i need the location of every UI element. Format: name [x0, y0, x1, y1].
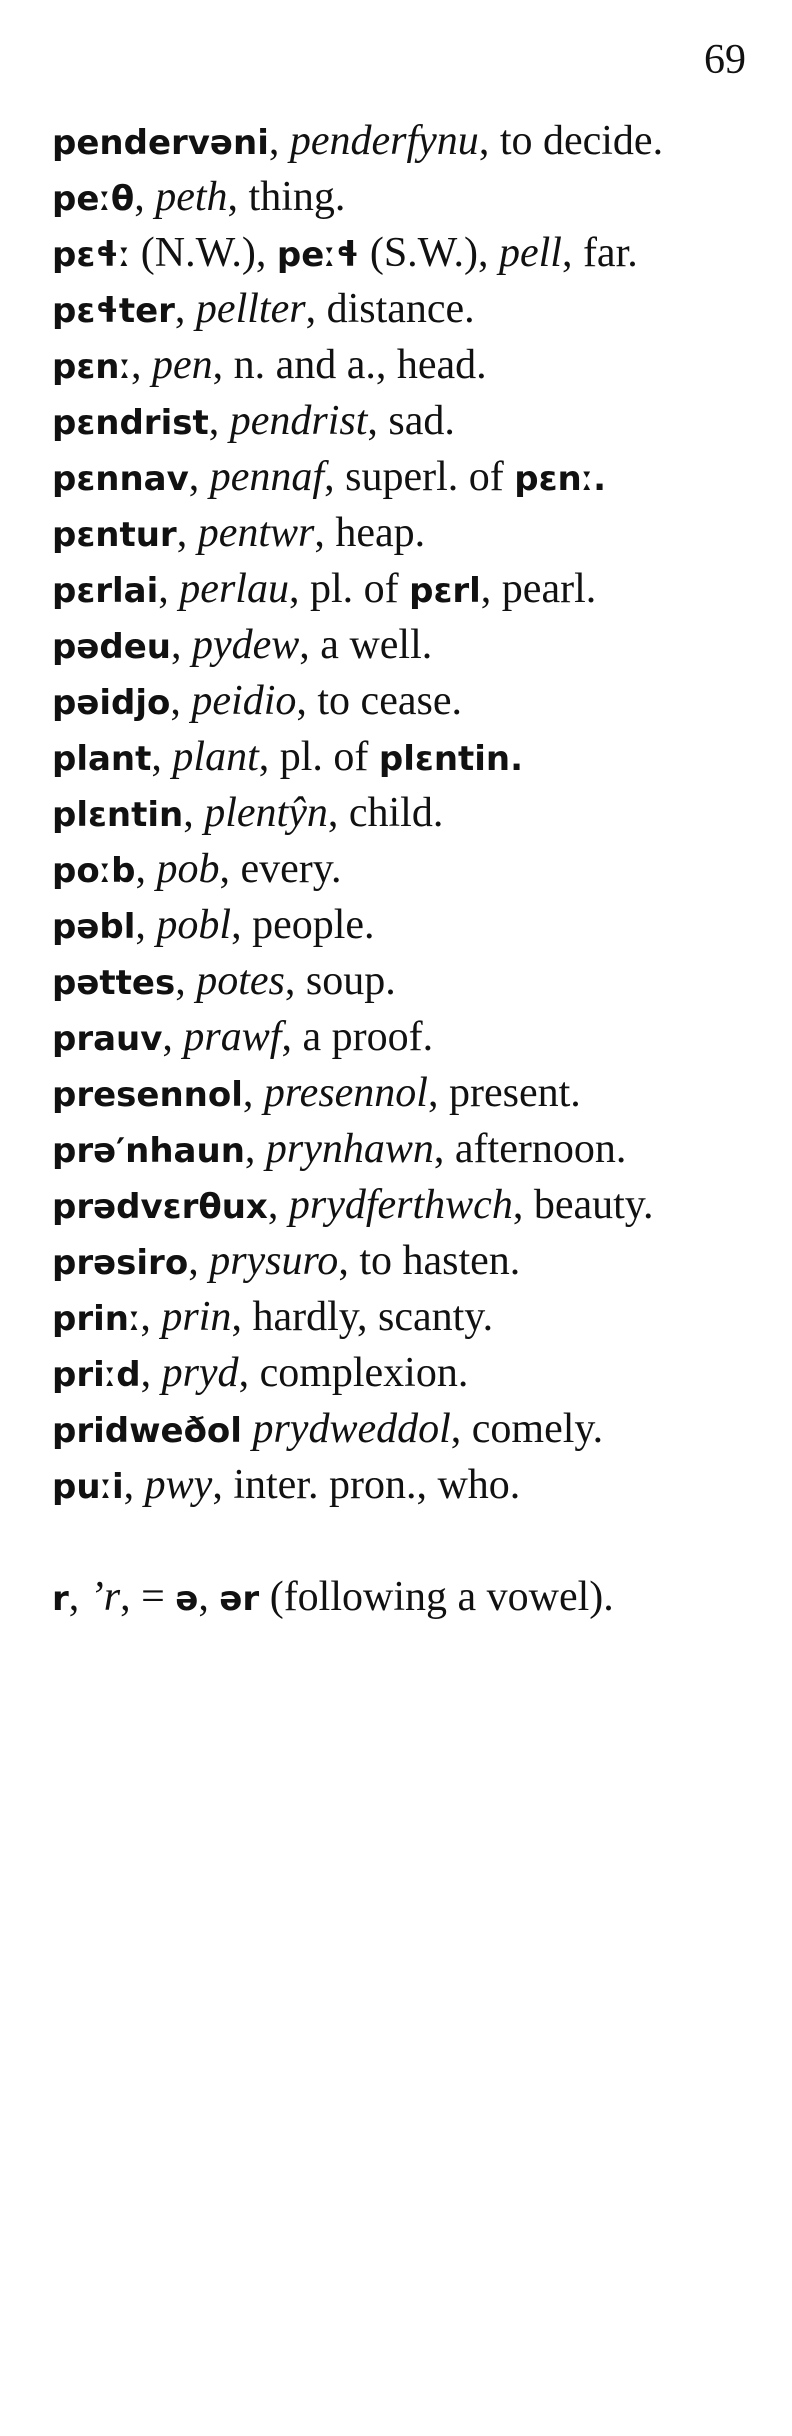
welsh-spelling: plant [172, 734, 259, 780]
dictionary-entry: pəidjo, peidio, to cease. [52, 678, 462, 724]
dictionary-entry: poːb, pob, every. [52, 846, 342, 892]
welsh-spelling: pennaf [209, 454, 325, 500]
dictionary-entry: prauv, prawf, a proof. [52, 1014, 434, 1060]
definition: thing. [248, 174, 346, 220]
dictionary-entry: pendervəni, penderfynu, to decide. [52, 118, 664, 164]
headword: puːi [52, 1467, 124, 1507]
definition: afternoon. [454, 1126, 627, 1172]
definition: to cease. [317, 678, 462, 724]
definition: to hasten. [359, 1238, 521, 1284]
headword: prəsiro [52, 1243, 189, 1283]
welsh-spelling: pellter [195, 286, 306, 332]
headword: r [52, 1579, 69, 1619]
dictionary-entry: pəbl, pobl, people. [52, 902, 375, 948]
dictionary-entry: pɛnː, pen, n. and a., head. [52, 342, 487, 388]
dictionary-entry: pəttes, potes, soup. [52, 958, 396, 1004]
headword-reference: pɛnː. [514, 459, 607, 499]
welsh-spelling: prawf [183, 1014, 282, 1060]
headword: prədvɛrθux [52, 1187, 268, 1227]
headword: poːb [52, 851, 136, 891]
headword: pəttes [52, 963, 176, 1003]
headword: pɛɬter [52, 291, 175, 331]
definition: comely. [471, 1406, 604, 1452]
welsh-spelling: pentwr [197, 510, 315, 556]
headword-variant: ə [175, 1579, 199, 1619]
headword: peːθ [52, 179, 135, 219]
definition: hardly, scanty. [252, 1294, 494, 1340]
headword: pəidjo [52, 683, 171, 723]
welsh-spelling: peth [155, 174, 228, 220]
definition: (following a vowel). [269, 1574, 614, 1620]
welsh-spelling: plentŷn [204, 790, 328, 836]
headword-variant: ər [219, 1579, 260, 1619]
definition: every. [240, 846, 342, 892]
welsh-spelling: pryd [161, 1350, 239, 1396]
dictionary-entry: pridweðol prydweddol, comely. [52, 1406, 604, 1452]
dictionary-entry: prədvɛrθux, prydferthwch, beauty. [52, 1182, 654, 1228]
definition: superl. of [345, 454, 504, 500]
welsh-spelling: prin [161, 1294, 232, 1340]
definition: complexion. [259, 1350, 469, 1396]
dictionary-entry: plant, plant, pl. of plɛntin. [52, 734, 524, 780]
dictionary-entry: plɛntin, plentŷn, child. [52, 790, 444, 836]
dictionary-entry: presennol, presennol, present. [52, 1070, 581, 1116]
headword-variant: peːɬ [276, 235, 360, 275]
definition: a well. [320, 622, 433, 668]
dialect-note: (N.W.), [130, 230, 277, 276]
dictionary-entry: puːi, pwy, inter. pron., who. [52, 1462, 521, 1508]
headword: pɛntur [52, 515, 177, 555]
dictionary-entry: pɛndrist, pendrist, sad. [52, 398, 455, 444]
headword-reference: plɛntin. [378, 739, 524, 779]
headword: pridweðol [52, 1411, 242, 1451]
page-number: 69 [704, 37, 746, 83]
headword: prə′nhaun [52, 1131, 245, 1171]
definition: far. [582, 230, 638, 276]
dictionary-entry: prəsiro, prysuro, to hasten. [52, 1238, 521, 1284]
dictionary-entry: prə′nhaun, prynhawn, afternoon. [52, 1126, 627, 1172]
equals-sign: = [130, 1574, 176, 1620]
headword: prinː [52, 1299, 141, 1339]
dictionary-entry: pɛnnav, pennaf, superl. of pɛnː. [52, 454, 607, 500]
headword: pendervəni [52, 123, 269, 163]
welsh-spelling: penderfynu [289, 118, 479, 164]
definition-tail: pearl. [501, 566, 597, 612]
section-gap [52, 1514, 754, 1570]
definition: heap. [335, 510, 426, 556]
definition: pl. of [279, 734, 369, 780]
dictionary-entry: prinː, prin, hardly, scanty. [52, 1294, 494, 1340]
welsh-spelling: prydferthwch [288, 1182, 513, 1228]
definition: beauty. [533, 1182, 654, 1228]
dictionary-entry: peːθ, peth, thing. [52, 174, 346, 220]
dictionary-entry: pɛɬː (N.W.), peːɬ (S.W.), pell, far. [52, 230, 638, 276]
headword: pɛndrist [52, 403, 209, 443]
welsh-spelling: pen [151, 342, 213, 388]
dialect-note: (S.W.), [359, 230, 499, 276]
dictionary-entry: priːd, pryd, complexion. [52, 1350, 469, 1396]
definition: soup. [305, 958, 396, 1004]
dictionary-entry: pɛɬter, pellter, distance. [52, 286, 475, 332]
headword: pəbl [52, 907, 136, 947]
dictionary-entry: pɛrlai, perlau, pl. of pɛrl, pearl. [52, 566, 597, 612]
definition: child. [348, 790, 444, 836]
dictionary-entry: pədeu, pydew, a well. [52, 622, 433, 668]
welsh-spelling: perlau [179, 566, 289, 612]
headword: plant [52, 739, 152, 779]
welsh-spelling: pell [498, 230, 562, 276]
definition: inter. pron., who. [233, 1462, 521, 1508]
entry-list [52, 114, 754, 1626]
headword: pɛɬː [52, 235, 131, 275]
headword-reference: pɛrl [409, 571, 481, 611]
welsh-spelling: potes [196, 958, 285, 1004]
welsh-spelling: prydweddol [252, 1406, 451, 1452]
welsh-spelling: pob [156, 846, 220, 892]
definition: n. and a., head. [233, 342, 487, 388]
welsh-spelling: presennol [263, 1070, 428, 1116]
headword: presennol [52, 1075, 243, 1115]
welsh-spelling: pendrist [229, 398, 368, 444]
headword: pɛnː [52, 347, 131, 387]
headword: pədeu [52, 627, 171, 667]
headword: pɛrlai [52, 571, 159, 611]
dictionary-entry: pɛntur, pentwr, heap. [52, 510, 426, 556]
welsh-spelling: pwy [144, 1462, 213, 1508]
dictionary-entry: r, ’r, = ə, ər (following a vowel). [52, 1574, 614, 1620]
definition: sad. [388, 398, 455, 444]
definition: to decide. [499, 118, 664, 164]
definition: present. [448, 1070, 581, 1116]
definition: pl. of [309, 566, 399, 612]
headword: priːd [52, 1355, 141, 1395]
welsh-spelling: pydew [192, 622, 300, 668]
definition: distance. [326, 286, 475, 332]
definition: a proof. [302, 1014, 434, 1060]
welsh-spelling: prysuro [209, 1238, 339, 1284]
welsh-spelling: pobl [156, 902, 232, 948]
headword: plɛntin [52, 795, 184, 835]
headword: pɛnnav [52, 459, 189, 499]
headword: prauv [52, 1019, 163, 1059]
welsh-spelling: ’r [89, 1574, 121, 1620]
welsh-spelling: peidio [191, 678, 297, 724]
welsh-spelling: prynhawn [265, 1126, 434, 1172]
definition: people. [252, 902, 375, 948]
